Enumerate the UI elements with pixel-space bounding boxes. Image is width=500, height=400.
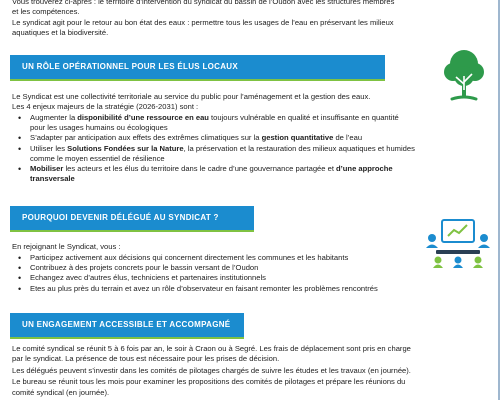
section1-bullet-3: • Utiliser les Solutions Fondées sur la Nature, la préservation et la restauration des milieux aquatiques et humides comme le moyen essentiel de résilience — [12, 144, 488, 164]
section1-bullet-1: • Augmenter la disponibilité d’une ressource en eau toujours vulnérable en qualité et insuffisante en quantité pour les usages humains ou écologiques — [12, 113, 488, 133]
section2-bullet-list — [12, 253, 488, 294]
section2-bullet-4: • Etes au plus près du terrain et avez un rôle d’observateur en faisant remonter les problèmes rencontrés — [12, 284, 488, 294]
section-banner-why — [10, 206, 254, 230]
section-title-engagement: UN ENGAGEMENT ACCESSIBLE ET ACCOMPAGNÉ — [22, 319, 231, 329]
section2-paragraph-1: En rejoignant le Syndicat, vous : — [12, 242, 121, 251]
section2-bullet-3: • Echangez avec d’autres élus, techniciens et partenaires institutionnels — [12, 273, 488, 283]
section2-bullet-1: • Participez activement aux décisions qui concernent directement les communes et les habitants — [12, 253, 488, 263]
intro-line-4: aquatiques et la biodiversité. — [12, 28, 109, 37]
section1-bullet-4: • Mobiliser les acteurs et les élus du territoire dans le cadre d’une gouvernance partagée et d’une approche transversale — [12, 164, 488, 184]
section3-line-2: par le syndicat. La présence de tous est nécessaire pour les prises de décision. — [12, 354, 280, 363]
intro-line-2: et les compétences. — [12, 7, 80, 16]
section-title-why: POURQUOI DEVENIR DÉLÉGUÉ AU SYNDICAT ? — [22, 212, 219, 222]
intro-line-1: Vous trouverez ci-après : le territoire d’intervention du syndicat du bassin de l’Oudon avec les structures membres — [12, 0, 395, 6]
section3-line-1: Le comité syndical se réunit 5 à 6 fois par an, le soir à Craon ou à Segré. Les frais de déplacement sont pris en charge — [12, 344, 411, 353]
section-title-role: UN RÔLE OPÉRATIONNEL POUR LES ÉLUS LOCAUX — [22, 61, 239, 71]
tree-icon — [438, 46, 490, 102]
section2-bullet-2: • Contribuez à des projets concrets pour le bassin versant de l’Oudon — [12, 263, 488, 273]
section1-bullet-2: • S’adapter par anticipation aux effets des extrêmes climatiques sur la gestion quantitative de l’eau — [12, 133, 488, 143]
section3-line-4: Le bureau se réunit tous les mois pour examiner les propositions des comités de pilotages et prépare les réunions du — [12, 377, 406, 386]
section3-line-3: Les délégués peuvent s’investir dans les comités de pilotages chargés de suivre les études et les travaux (en journée). — [12, 366, 411, 375]
section1-paragraph-2: Les 4 enjeux majeurs de la stratégie (2026-2031) sont : — [12, 102, 199, 111]
section1-paragraph-1: Le Syndicat est une collectivité territoriale au service du public pour l’aménagement et la gestion des eaux. — [12, 92, 371, 101]
section-banner-role — [10, 55, 385, 79]
intro-line-3: Le syndicat agit pour le retour au bon état des eaux : permettre tous les usages de l’eau en préservant les milieux — [12, 18, 394, 27]
section1-bullet-list — [12, 113, 488, 184]
section-banner-engagement — [10, 313, 244, 337]
section3-line-5: comité syndical (en journée). — [12, 388, 110, 397]
